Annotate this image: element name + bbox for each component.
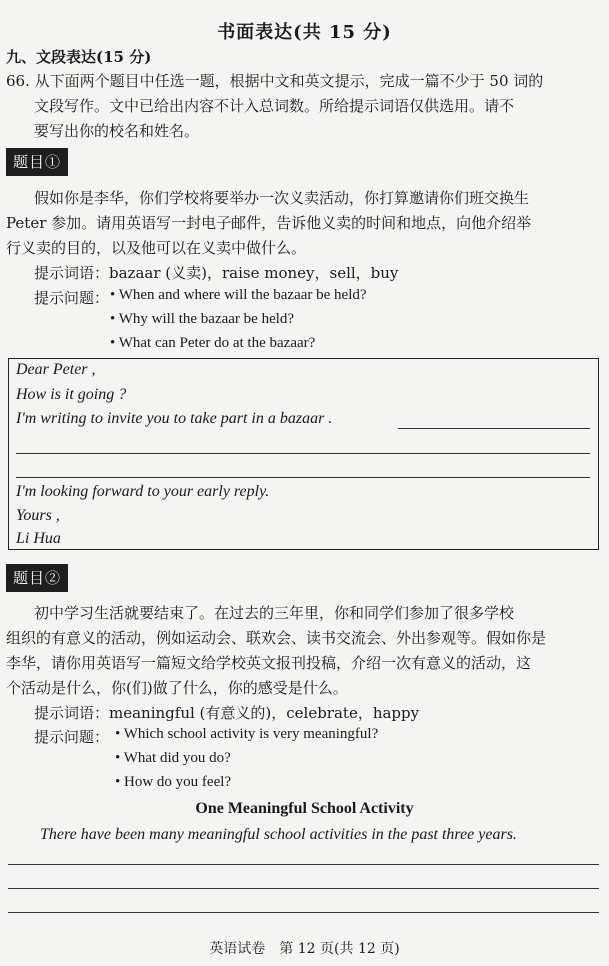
writing-line[interactable] xyxy=(8,912,599,913)
instruction-line: 要写出你的校名和姓名。 xyxy=(34,122,200,140)
writing-line[interactable] xyxy=(16,477,590,478)
topic1-question: • What can Peter do at the bazaar? xyxy=(110,335,316,351)
page-title: 书面表达(共 15 分) xyxy=(217,22,392,43)
letter-line: How is it going ? xyxy=(16,386,127,403)
topic1-prompt-line: 假如你是李华，你们学校将要举办一次义卖活动，你打算邀请你们班交换生 xyxy=(34,189,530,207)
letter-closing: Yours , xyxy=(16,507,60,524)
essay-start: There have been many meaningful school activities in the past three years. xyxy=(40,826,517,843)
writing-line[interactable] xyxy=(398,428,590,429)
topic2-question: • How do you feel? xyxy=(115,774,232,790)
topic1-hint-words: 提示词语：bazaar (义卖)，raise money，sell，buy xyxy=(34,264,399,282)
topic2-question: • Which school activity is very meaningful? xyxy=(115,726,379,742)
topic1-prompt-line: Peter 参加。请用英语写一封电子邮件，告诉他义卖的时间和地点，向他介绍举 xyxy=(6,214,532,232)
writing-line[interactable] xyxy=(8,888,599,889)
letter-greeting: Dear Peter , xyxy=(16,361,96,378)
essay-title: One Meaningful School Activity xyxy=(195,800,414,817)
topic2-prompt-line: 组织的有意义的活动，例如运动会、联欢会、读书交流会、外出参观等。假如你是 xyxy=(6,629,547,647)
topic1-prompt-line: 行义卖的目的，以及他可以在义卖中做什么。 xyxy=(6,239,307,257)
topic2-hint-label: 提示问题： xyxy=(34,728,110,746)
topic1-question: • When and where will the bazaar be held? xyxy=(110,287,367,303)
topic2-hint-words: 提示词语：meaningful (有意义的)，celebrate，happy xyxy=(34,704,420,722)
writing-line[interactable] xyxy=(8,864,599,865)
instruction-line: 文段写作。文中已给出内容不计入总词数。所给提示词语仅供选用。请不 xyxy=(34,97,515,115)
page-footer: 英语试卷 第 12 页(共 12 页) xyxy=(209,941,400,957)
topic2-question: • What did you do? xyxy=(115,750,231,766)
topic2-prompt-line: 李华，请你用英语写一篇短文给学校英文报刊投稿，介绍一次有意义的活动，这 xyxy=(6,654,532,672)
topic2-badge: 题目② xyxy=(6,564,68,592)
topic2-prompt-line: 初中学习生活就要结束了。在过去的三年里，你和同学们参加了很多学校 xyxy=(34,604,515,622)
letter-signature: Li Hua xyxy=(16,530,61,547)
section-heading: 九、文段表达(15 分) xyxy=(6,48,152,66)
letter-line: I'm writing to invite you to take part in a bazaar . xyxy=(16,410,333,427)
topic2-prompt-line: 个活动是什么，你(们)做了什么，你的感受是什么。 xyxy=(6,679,348,697)
topic1-question: • Why will the bazaar be held? xyxy=(110,311,295,327)
letter-closing: I'm looking forward to your early reply. xyxy=(16,483,270,500)
writing-line[interactable] xyxy=(16,453,590,454)
instruction-line: 66. 从下面两个题目中任选一题，根据中文和英文提示，完成一篇不少于 50 词的 xyxy=(6,72,544,90)
topic1-badge: 题目① xyxy=(6,148,68,176)
topic1-hint-label: 提示问题： xyxy=(34,289,110,307)
